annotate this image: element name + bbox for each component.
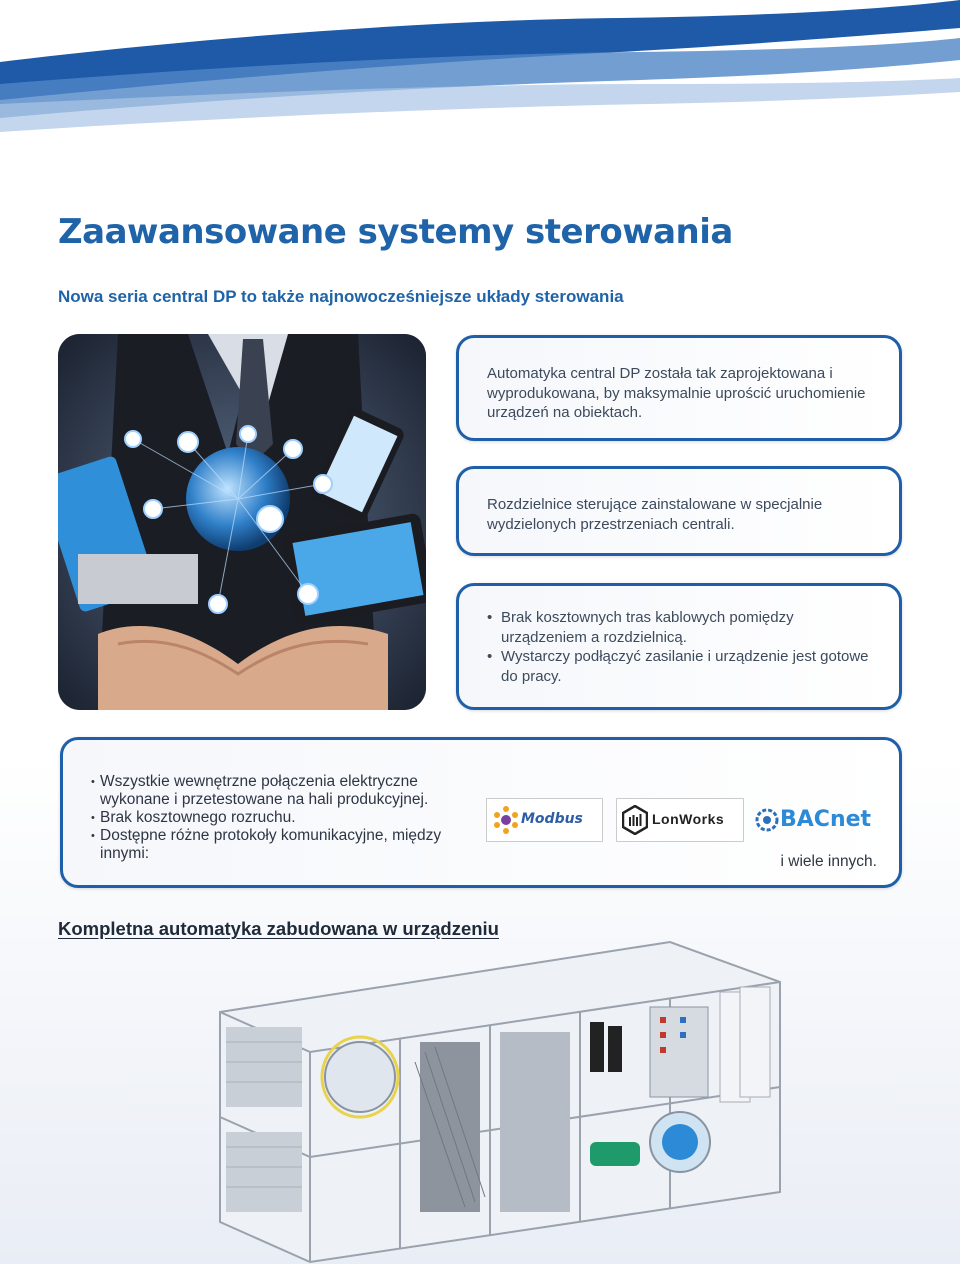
bacnet-logo: [754, 798, 884, 842]
header-wave-decoration: [0, 0, 960, 140]
modbus-icon: [493, 805, 519, 835]
card-text: Automatyka central DP została tak zaprojektowana i wyprodukowana, by maksymalnie uprościć uruchomienie urządzeń na obiektach.: [487, 365, 866, 421]
list-item: • Brak kosztownego rozruchu.: [91, 809, 481, 827]
section-title: Kompletna automatyka zabudowana w urządzeniu: [58, 918, 499, 939]
info-card-automation: [456, 335, 902, 441]
and-more-text: i wiele innych.: [780, 852, 877, 870]
bullet-list: [91, 773, 481, 863]
list-item: • Dostępne różne protokoły komunikacyjne, między innymi:: [91, 827, 481, 863]
list-item: • Brak kosztownych tras kablowych pomiędzy urządzeniem a rozdzielnicą.: [487, 608, 879, 647]
lonworks-icon: [622, 805, 648, 835]
protocol-logos: [486, 798, 886, 842]
card-text: Rozdzielnice sterujące zainstalowane w specjalnie wydzielonych przestrzeniach centrali.: [487, 496, 823, 533]
page-title: Zaawansowane systemy sterowania: [58, 212, 733, 252]
info-card-cabling: [456, 583, 902, 710]
list-item: • Wystarczy podłączyć zasilanie i urządzenie jest gotowe do pracy.: [487, 647, 879, 686]
lonworks-logo: [616, 798, 744, 842]
bullet-list: [487, 608, 879, 686]
modbus-label: Modbus: [521, 811, 583, 828]
modbus-logo: [486, 798, 603, 842]
list-item: • Wszystkie wewnętrzne połączenia elektryczne wykonane i przetestowane na hali produkcyjnej.: [91, 773, 481, 809]
info-card-switchboards: [456, 466, 902, 556]
technology-photo: [58, 334, 426, 710]
air-handling-unit-illustration: [200, 932, 800, 1264]
bacnet-label: BACnet: [780, 807, 872, 833]
page-subtitle: Nowa seria central DP to także najnowocześniejsze układy sterowania: [58, 287, 624, 306]
lonworks-label: LonWorks: [652, 811, 725, 828]
business-network-illustration: [58, 334, 426, 710]
bacnet-icon: [754, 807, 780, 833]
info-card-protocols: [60, 737, 902, 888]
